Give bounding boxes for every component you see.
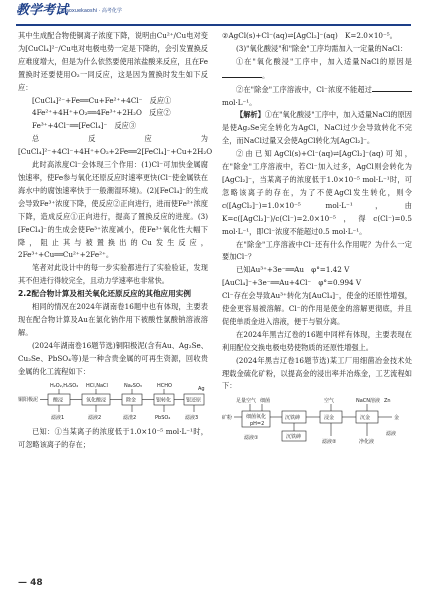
equation: [AuCl₄]⁻+3e⁻══Au+4Cl⁻ φ°=0.994 V: [222, 278, 362, 288]
paragraph: (2024年黑吉辽卷16题节选)某工厂用细菌冶金技术处理载金硫化矿粉，以提高金的浸出率并冶炼金，工艺流程如下：: [222, 355, 412, 391]
journal-brand: 教学考试: [16, 3, 69, 18]
question: (3)"氧化酸浸"和"除金"工序均需加入一定量的NaCl：: [236, 43, 408, 53]
flow-reagent: 细菌: [260, 398, 271, 405]
flow-reagent: Zn: [384, 398, 391, 405]
flow-product: Ag: [198, 386, 205, 393]
flow-step: 银还原: [186, 397, 202, 404]
paragraph: 相同的情况在2024年湖南卷16题中也有体现，主要表现在配合物计算及Au在氯化钠作用下被酸性氯酸钠溶液溶解。: [18, 302, 208, 337]
flow-output: 滤液②: [322, 439, 337, 446]
flow-step-condition: pH=2: [250, 421, 265, 428]
section-heading: 2.2配合物计算及相关氧化还原反应的其他应用实例: [18, 289, 191, 299]
flow-output: 净化液: [359, 439, 375, 446]
right-column: [222, 30, 412, 449]
flow-reagent: NaCN溶液: [356, 398, 381, 405]
flow-reagent: Na₂SO₃: [124, 383, 142, 390]
equation: [CuCl₄]²⁻+Fe══Cu+Fe²⁺+4Cl⁻ 反应①: [32, 95, 172, 105]
equation: Fe³⁺+4Cl⁻══[FeCl₄]⁻ 反应③: [32, 121, 137, 131]
equation: 总反应为[CuCl₄]²⁻+4Cl⁻+4H⁺+O₂+2Fe══2[FeCl₄]⁻+Cu+2H₂O: [18, 134, 213, 157]
flow-step: 银转化: [156, 397, 172, 404]
analysis-label: 【解析】: [236, 110, 265, 120]
question-unit: mol·L⁻¹。: [222, 97, 257, 107]
analysis-text: ①在"氧化酸浸"工序中，加入适量NaCl的原因是使Ag₂Se完全转化为AgCl，NaCl过少会导致转化不完全，而NaCl过量又会使AgCl转化为[AgCl₂]⁻。: [222, 110, 412, 146]
paragraph: 笔者对此设计中的每一步实验都进行了实验验证，发现其不但进行得较完全，且动力学速率也非常快。: [18, 263, 208, 286]
paragraph: ②AgCl(s)+Cl⁻(aq)⇌[AgCl₂]⁻(aq) K=2.0×10⁻⁵。: [222, 31, 397, 40]
flow-reagent: 空气: [324, 398, 335, 405]
flow-output: 滤液1: [51, 415, 65, 422]
flow-output: 滤液2: [88, 415, 102, 422]
flow-reagent: HCl,NaCl: [86, 383, 108, 390]
flow-output: 滤液3: [185, 415, 199, 422]
header-rule: [16, 24, 411, 26]
flow-output: 沉铁砷: [286, 434, 302, 441]
flow-step: 氧化酸浸: [86, 397, 107, 404]
journal-subtitle: Jiaoxuekaoshi · 高考化学: [63, 8, 122, 14]
flow-step: 沉铁砷: [285, 415, 301, 422]
left-column: [18, 30, 213, 452]
analysis: [222, 109, 412, 148]
paragraph: 其中生成配合物使铜离子浓度下降，说明由Cu²⁺/Cu电对变为[CuCl₄]²⁻/Cu电对电极电势一定是下降的，会引发置换反应难度增大，但是为什么依然要使用浓盐酸来反应，且在Fe置换时还要使用O₂一同反应，这是因为置换时发生如下反应：: [18, 31, 208, 92]
flow-step: 除金: [126, 397, 137, 404]
flow-output: 滤渣2: [123, 415, 137, 422]
paragraph: Cl⁻存在会导致Au³⁺转化为[AuCl₄]⁻，使金的还原性增强，使金更容易被溶解。Cl⁻的作用是使金的溶解更彻底，并且促使单质金进入溶液，便于与银分离。: [222, 291, 412, 326]
question: [222, 83, 412, 110]
flow-output: 滤液: [386, 431, 397, 438]
question-text: ①在"氧化酸浸"工序中，加入适量NaCl的原因是: [236, 56, 412, 66]
flowchart-right: [222, 395, 412, 447]
flow-step: 沉金: [360, 415, 371, 422]
flow-input: 矿粉: [222, 415, 233, 422]
answer-blank: [372, 83, 412, 92]
question: ①在"氧化酸浸"工序中，加入适量NaCl的原因是。: [222, 56, 412, 83]
paragraph: 在2024年黑吉辽卷的16题中同样有体现，主要表现在利用配位交换电极电势使物质的还原性增强上。: [222, 329, 412, 352]
flow-input: 铜阳极泥: [18, 397, 39, 404]
flow-output: PbSO₄: [155, 415, 171, 422]
equation: 4Fe²⁺+4H⁺+O₂══4Fe³⁺+2H₂O 反应②: [32, 108, 171, 118]
page-number: — 48: [18, 578, 43, 588]
flow-output: 滤液①: [244, 435, 259, 442]
answer-blank: [222, 69, 262, 78]
flow-reagent: HCHO: [157, 383, 172, 390]
flow-step: 浸金: [324, 415, 335, 422]
paragraph: 此时高浓度Cl⁻会体现三个作用：(1)Cl⁻可加快金属腐蚀速率，使Fe参与氧化还原反应时速率更快(Cl⁻使金属铁在海水中的腐蚀速率快于一般潮湿环境)。(2)[FeCl₄]⁻的生成会导致Fe³⁺浓度下降，使反应②正向进行，进而使Fe²⁺浓度下降，造成反应①正向进行，提高了置换反应的进度。(3)[FeCl₄]⁻的生成会使Fe³⁺浓度减小，使Fe³⁺氧化性大幅下降，阻止其与被置换出的Cu发生反应，2Fe³⁺+Cu══Cu²⁺+2Fe²⁺。: [18, 160, 208, 260]
paragraph: 已知：①当某离子的浓度低于1.0×10⁻⁵ mol·L⁻¹时，可忽略该离子的存在；: [18, 427, 208, 450]
equation: 已知Au³⁺+3e⁻══Au φ°=1.42 V: [236, 265, 350, 275]
page-header: [16, 5, 411, 23]
paragraph: 在"除金"工序溶液中Cl⁻还有什么作用呢？为什么一定要加Cl⁻？: [222, 239, 412, 262]
flow-product: 金: [394, 415, 400, 422]
question-text: ②在"除金"工序溶液中，Cl⁻浓度不能超过: [236, 84, 372, 94]
paragraph: ②由已知AgCl(s)+Cl⁻(aq)⇌[AgCl₂]⁻(aq)可知，在"除金"工序溶液中，若Cl⁻加入过多，AgCl则会转化为[AgCl₂]⁻，当某离子的浓度低于1.0×10⁻⁵ mol·L⁻¹时，可忽略该离子的存在，为了不使AgCl发生转化，则令c([AgCl₂]⁻)=1.0×10⁻⁵ mol·L⁻¹，由K=c([AgCl₂]⁻)/c(Cl⁻)=2.0×10⁻⁵，得c(Cl⁻)=0.5 mol·L⁻¹，即Cl⁻浓度不能超过0.5 mol·L⁻¹。: [222, 149, 412, 236]
page-number-value: 48: [30, 578, 43, 588]
paragraph: (2024年湖南卷16题节选)铜阳极泥(含有Au、Ag₂Se、Cu₂Se、PbSO₄等)是一种含贵金属的可再生资源，回收贵金属的化工流程如下：: [18, 340, 208, 376]
flow-step: 酸浸: [53, 397, 64, 404]
flow-reagent: 足量空气: [236, 398, 257, 405]
flow-reagent: H₂O₂,H₂SO₄: [50, 383, 79, 390]
flowchart-left: [18, 380, 208, 424]
flow-step: 细菌氧化: [246, 414, 267, 421]
